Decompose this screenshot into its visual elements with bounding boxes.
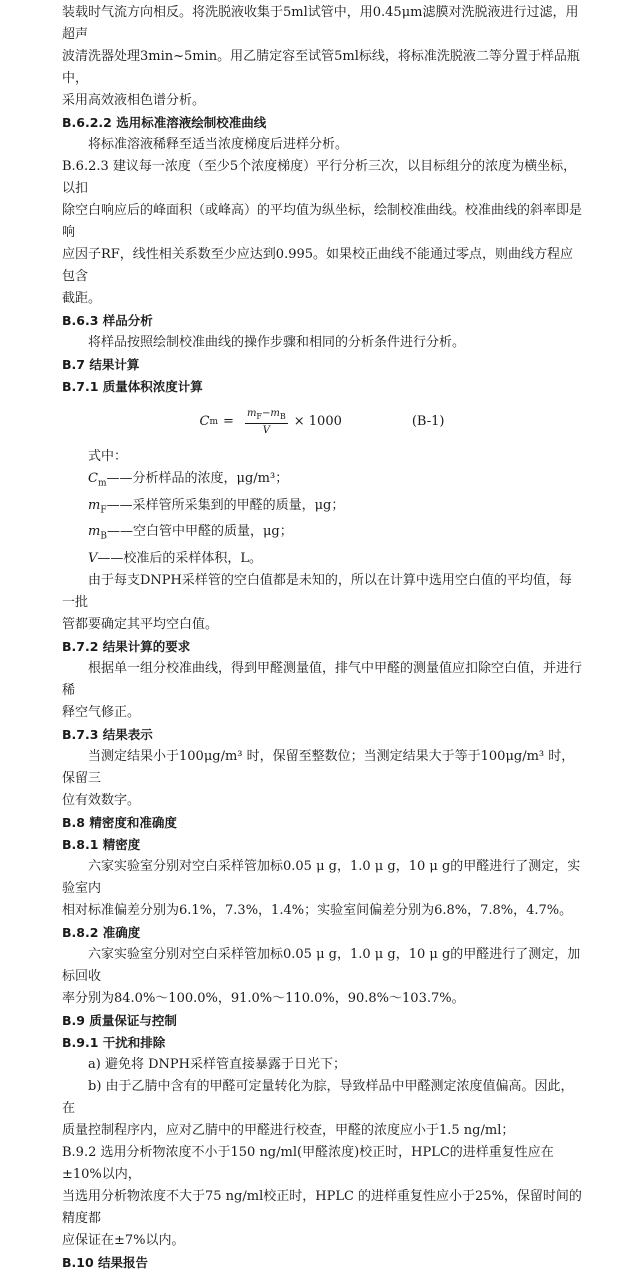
def-text: ——分析样品的浓度，μg/m³；: [106, 471, 289, 486]
def-subscript: m: [97, 478, 107, 489]
formula-minus: −: [261, 408, 271, 419]
formula-lhs-sub: m: [209, 417, 219, 427]
def-text: ——校准后的采样体积，L。: [97, 550, 263, 566]
body-text: 截距。: [62, 291, 102, 306]
def-subscript: B: [100, 531, 107, 542]
formula-fraction: [245, 407, 288, 437]
formula-num-sub1: F: [256, 412, 262, 421]
section-heading: B.7 结果计算: [62, 357, 140, 372]
body-text: 当测定结果小于100μg/m³ 时，保留至整数位；当测定结果大于等于100μg/m³ 时，保留三: [62, 748, 575, 786]
def-item: [88, 548, 582, 570]
def-symbol: m: [88, 524, 101, 540]
def-text: ——采样管所采集到的甲醛的质量，μg；: [106, 497, 345, 513]
body-text: 率分别为84.0%～100.0%，91.0%～110.0%，90.8%～103.7%。: [62, 990, 465, 1006]
body-text: 当选用分析物浓度不大于75 ng/ml校正时，HPLC 的进样重复性应小于25%，保留时间的精度都: [62, 1188, 582, 1226]
section-heading: B.7.1 质量体积浓度计算: [62, 379, 203, 394]
section-heading: B.10 结果报告: [62, 1254, 149, 1270]
formula-number: (B-1): [411, 414, 445, 429]
list-item: a) 避免将 DNPH采样管直接暴露于日光下；: [88, 1056, 346, 1072]
body-text: 管都要确定其平均空白值。: [62, 616, 219, 632]
def-symbol: m: [88, 497, 101, 513]
def-item: [88, 495, 582, 522]
body-text: B.9.2 选用分析物浓度不小于150 ng/ml(甲醛浓度)校正时，HPLC的进样重复性应在±10%以内，: [62, 1144, 554, 1182]
formula-lhs: C: [199, 414, 210, 429]
def-text: ——空白管中甲醛的质量，μg；: [106, 524, 293, 540]
formula-numerator: [245, 407, 288, 424]
body-text: B.6.2.3 建议每一浓度（至少5个浓度梯度）平行分析三次，以目标组分的浓度为横坐标，以扣: [62, 159, 577, 196]
formula-num-m2: m: [270, 408, 280, 419]
body-text: 波清洗器处理3min~5min。用乙腈定容至试管5ml标线，将标准洗脱液二等分置于样品瓶中，: [62, 49, 580, 86]
def-symbol: C: [88, 471, 98, 486]
def-item: [88, 521, 582, 548]
body-text: 六家实验室分别对空白采样管加标0.05 μ g，1.0 μ g，10 μ g的甲醛进行了测定，实验室内: [62, 858, 581, 896]
formula-times: × 1000: [293, 414, 342, 429]
section-heading: B.9.1 干扰和排除: [62, 1034, 166, 1050]
body-text: 应因子RF，线性相关系数至少应达到0.995。如果校正曲线不能通过零点，则曲线方程应包含: [62, 247, 574, 284]
body-text: 应保证在±7%以内。: [62, 1232, 185, 1248]
body-text: 装载时气流方向相反。将洗脱液收集于5ml试管中，用0.45μm滤膜对洗脱液进行过滤，用超声: [62, 5, 579, 42]
section-heading: B.8 精密度和准确度: [62, 814, 177, 830]
formula-num-sub2: B: [279, 412, 286, 421]
body-text: 采用高效液相色谱分析。: [62, 93, 206, 108]
section-heading: B.7.3 结果表示: [62, 726, 153, 742]
body-text: 将标准溶液稀释至适当浓度梯度后进样分析。: [88, 137, 349, 152]
body-text: 将样品按照绘制校准曲线的操作步骤和相同的分析条件进行分析。: [88, 335, 466, 350]
formula-equals: =: [223, 414, 234, 429]
formula-denominator: V: [262, 425, 270, 436]
body-text: 位有效数字。: [62, 792, 141, 808]
body-text: 式中：: [88, 449, 128, 464]
section-heading: B.7.2 结果计算的要求: [62, 638, 191, 654]
section-heading: B.9 质量保证与控制: [62, 1012, 177, 1028]
section-heading: B.6.3 样品分析: [62, 313, 153, 328]
section-heading: B.8.1 精密度: [62, 836, 141, 852]
body-text: 六家实验室分别对空白采样管加标0.05 μ g，1.0 μ g，10 μ g的甲醛进行了测定，加标回收: [62, 946, 581, 984]
list-item: b) 由于乙腈中含有的甲醛可定量转化为腙，导致样品中甲醛测定浓度值偏高。因此，在: [62, 1078, 574, 1116]
formula-num-m1: m: [246, 408, 257, 419]
body-text: 相对标准偏差分别为6.1%，7.3%，1.4%；实验室间偏差分别为6.8%，7.8%，4.7%。: [62, 902, 573, 918]
formula-b1: [62, 402, 582, 442]
body-text: 释空气修正。: [62, 704, 141, 720]
def-item: [88, 468, 582, 495]
section-heading: B.8.2 准确度: [62, 924, 141, 940]
variable-definitions: [62, 468, 582, 570]
body-text: 由于每支DNPH采样管的空白值都是未知的，所以在计算中选用空白值的平均值，每一批: [62, 572, 572, 610]
body-text: 根据单一组分校准曲线，得到甲醛测量值，排气中甲醛的测量值应扣除空白值，并进行稀: [62, 660, 583, 698]
def-symbol: V: [88, 550, 98, 566]
body-text: 除空白响应后的峰面积（或峰高）的平均值为纵坐标，绘制校准曲线。校准曲线的斜率即是响: [62, 203, 583, 240]
body-text: 质量控制程序内，应对乙腈中的甲醛进行校查，甲醛的浓度应小于1.5 ng/ml；: [62, 1122, 515, 1138]
section-heading: B.6.2.2 选用标准溶液绘制校准曲线: [62, 115, 267, 130]
def-subscript: F: [100, 505, 107, 516]
